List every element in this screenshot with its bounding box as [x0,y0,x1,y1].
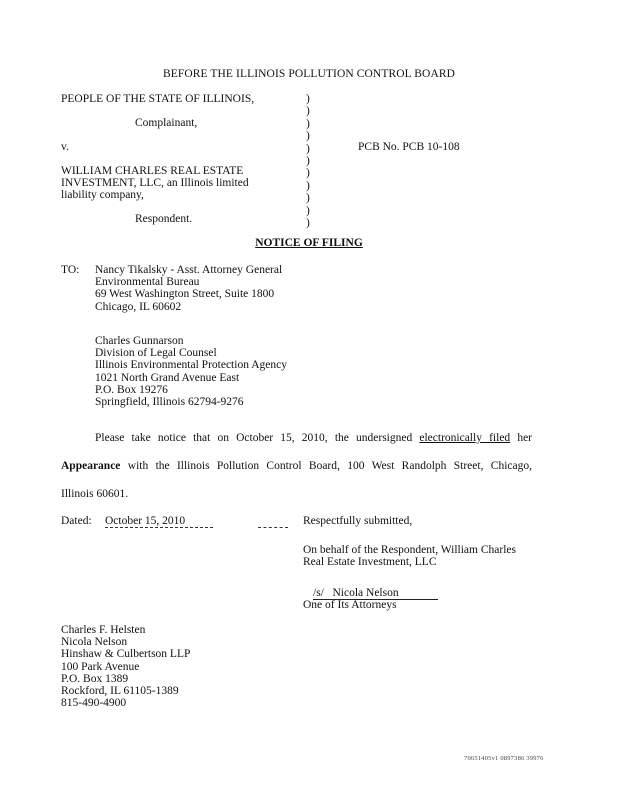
body-line-1 [95,432,532,444]
behalf-line: On behalf of the Respondent, William Charles [303,544,516,556]
attorney-line: Charles F. Helsten [61,624,146,636]
plaintiff-name: PEOPLE OF THE STATE OF ILLINOIS, [61,93,255,105]
recipient-1 [95,264,282,313]
attorney-line: 100 Park Avenue [61,660,140,673]
document-code: 70651405v1 0897386 39976 [464,755,544,762]
recipient-line: P.O. Box 19276 [95,383,168,396]
defendant-block [61,165,249,202]
case-number: PCB No. PCB 10-108 [358,141,460,153]
court-header: BEFORE THE ILLINOIS POLLUTION CONTROL BOARD [162,68,456,80]
body-line-3: Illinois 60601. [61,488,129,500]
behalf-line: Real Estate Investment, LLC [303,556,437,569]
body-text: with the Illinois Pollution Control Board, 100 West Randolph Street, Chicago, [120,460,532,472]
closing: Respectfully submitted, [303,515,413,527]
dated-value: October 15, 2010 [105,515,213,528]
attorney-line: P.O. Box 1389 [61,672,129,685]
body-line-2 [61,460,532,472]
attorney-line: Nicola Nelson [61,636,128,649]
defendant-role: Respondent. [135,213,193,225]
dated-label: Dated: [61,515,92,527]
attorney-block [61,624,190,709]
defendant-line: liability company, [61,189,144,202]
dated-value-line [105,515,213,528]
attorney-line: Hinshaw & Culbertson LLP [61,648,191,661]
recipient-line: Nancy Tikalsky - Asst. Attorney General [95,264,283,276]
defendant-line: WILLIAM CHARLES REAL ESTATE [61,165,244,177]
recipient-line: Environmental Bureau [95,276,200,289]
recipient-line: Division of Legal Counsel [95,347,217,360]
appearance-term: Appearance [61,460,121,472]
to-label: TO: [61,264,80,276]
recipient-line: Illinois Environmental Protection Agency [95,359,287,372]
electronically-filed-link[interactable]: electronically filed [419,432,511,444]
recipient-line: Chicago, IL 60602 [95,300,182,313]
signature: /s/ Nicola Nelson [313,587,438,600]
versus: v. [61,141,69,153]
caption-parentheses: ) ) ) ) ) ) ) ) ) ) ) [306,93,310,229]
attorney-line: 815-490-4900 [61,697,127,710]
recipient-line: Charles Gunnarson [95,335,184,347]
recipient-line: 69 West Washington Street, Suite 1800 [95,288,275,301]
recipient-line: 1021 North Grand Avenue East [95,371,240,384]
signature-role: One of Its Attorneys [303,599,397,611]
plaintiff-role: Complainant, [135,117,198,129]
document-title: NOTICE OF FILING [255,237,363,249]
defendant-line: INVESTMENT, LLC, an Illinois limited [61,177,249,190]
recipient-2 [95,335,287,408]
behalf-block [303,544,516,568]
date-blank-line [258,527,288,528]
recipient-line: Springfield, Illinois 62794-9276 [95,395,244,408]
body-text: her [510,432,533,444]
attorney-line: Rockford, IL 61105-1389 [61,684,179,697]
body-text: Please take notice that on October 15, 2010, the undersigned [95,432,420,444]
